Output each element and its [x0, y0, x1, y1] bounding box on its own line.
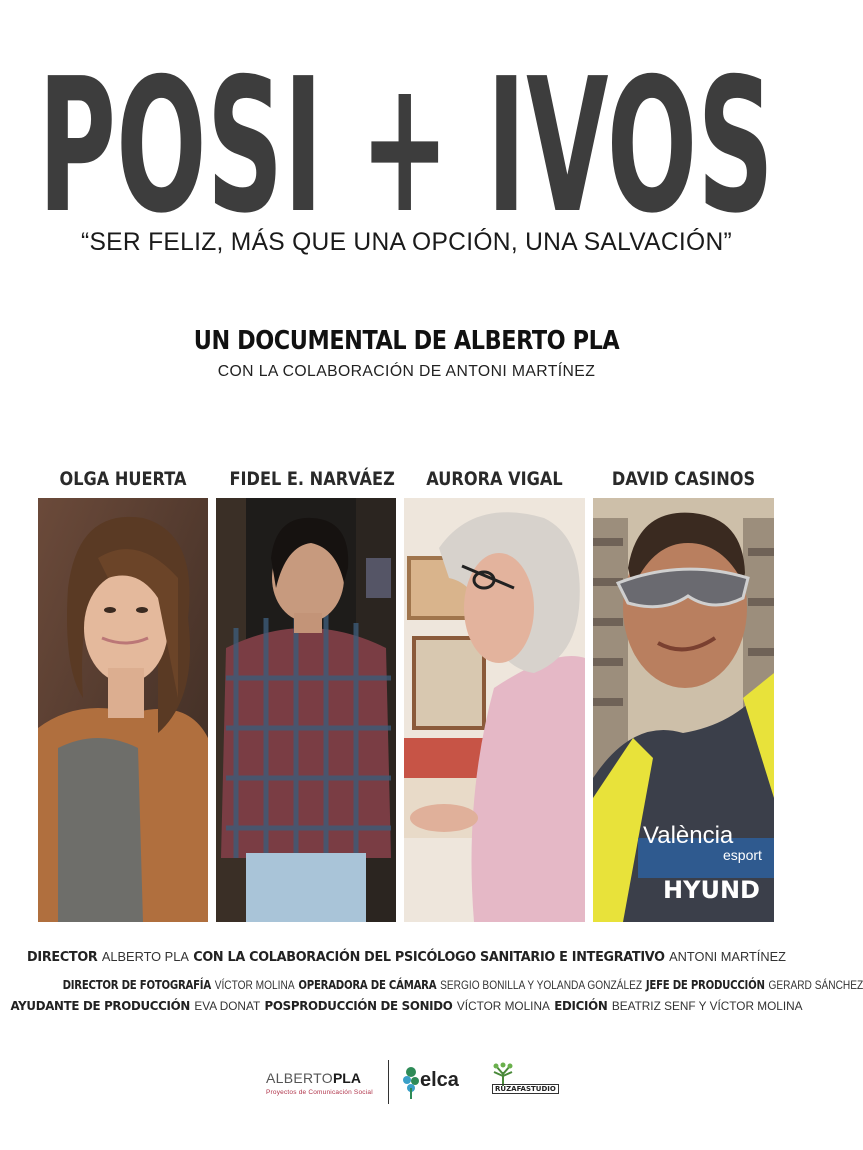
- photo-fidel-narvaez: [216, 498, 396, 922]
- crew-name: VÍCTOR MOLINA: [214, 978, 295, 992]
- jersey-text-3: HYUND: [663, 876, 760, 904]
- sponsor-logos: [260, 1058, 560, 1108]
- crew-role: OPERADORA DE CÁMARA: [298, 978, 437, 992]
- tree-icon: [402, 1064, 420, 1100]
- photo-david-casinos: [593, 498, 774, 922]
- cast-name-david: DAVID CASINOS: [611, 468, 756, 490]
- logo-divider: [388, 1060, 389, 1104]
- cast-photos: [38, 498, 774, 922]
- cast-name-aurora: AURORA VIGAL: [426, 468, 563, 490]
- tree-icon: [488, 1062, 518, 1086]
- crew-role: POSPRODUCCIÓN DE SONIDO: [264, 999, 453, 1013]
- cast-name-fidel: FIDEL E. NARVÁEZ: [229, 468, 395, 490]
- crew-role: DIRECTOR DE FOTOGRAFÍA: [62, 978, 211, 992]
- crew-name: VÍCTOR MOLINA: [456, 999, 550, 1013]
- albertopla-logo: ALBERTOPLA Proyectos de Comunicación Social: [266, 1070, 373, 1096]
- jersey-text-1: València: [643, 822, 734, 849]
- cast-name-olga: OLGA HUERTA: [59, 468, 187, 490]
- crew-role: DIRECTOR: [27, 950, 98, 965]
- ruzafa-studio-logo: RUZAFASTUDIO: [472, 1062, 552, 1102]
- crew-role: JEFE DE PRODUCCIÓN: [645, 978, 765, 992]
- collaboration-credit: CON LA COLABORACIÓN DE ANTONI MARTÍNEZ: [217, 363, 596, 380]
- crew-line-1: [7, 948, 807, 966]
- documentary-credit: UN DOCUMENTAL DE ALBERTO PLA: [193, 326, 620, 356]
- photo-olga-huerta: [38, 498, 208, 922]
- cast-names: [38, 468, 774, 494]
- jersey-text-2: esport: [723, 847, 762, 863]
- crew-name: SERGIO BONILLA Y YOLANDA GONZÁLEZ: [440, 978, 643, 992]
- film-title-text: POSI + IVOS: [38, 38, 774, 254]
- crew-name: BEATRIZ SENF Y VÍCTOR MOLINA: [611, 999, 803, 1013]
- crew-name: ALBERTO PLA: [101, 949, 189, 964]
- elca-logo: elca: [402, 1064, 472, 1100]
- photo-aurora-vigal: [404, 498, 585, 922]
- crew-role: EDICIÓN: [554, 999, 608, 1013]
- crew-role: AYUDANTE DE PRODUCCIÓN: [10, 999, 190, 1013]
- crew-line-3: [7, 997, 807, 1015]
- crew-line-2: [62, 976, 863, 994]
- crew-name: GERARD SÁNCHEZ: [768, 978, 863, 992]
- crew-name: EVA DONAT: [194, 999, 261, 1013]
- crew-name: ANTONI MARTÍNEZ: [669, 949, 786, 964]
- tagline: “SER FELIZ, MÁS QUE UNA OPCIÓN, UNA SALVACIÓN”: [80, 228, 733, 256]
- crew-role: CON LA COLABORACIÓN DEL PSICÓLOGO SANITARIO E INTEGRATIVO: [193, 950, 665, 965]
